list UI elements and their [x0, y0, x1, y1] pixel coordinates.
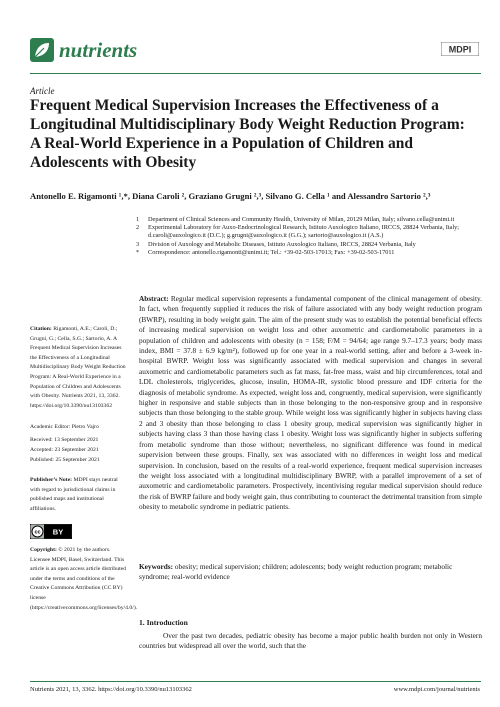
affiliation-item: 1 Department of Clinical Sciences and Community Health, University of Milan, 20129 Milan, Italy; silvano.cella@unimi.it — [136, 216, 455, 223]
keywords-text: obesity; medical supervision; children; adolescents; body weight reduction program; metabolic syndrome; real-world evidence — [139, 562, 453, 582]
affiliations — [136, 216, 481, 257]
header-rule — [30, 73, 481, 74]
journal-name: nutrients — [59, 38, 138, 62]
affiliation-item: 3 Division of Auxology and Metabolic Diseases, Istituto Auxologico Italiano, IRCCS, 28824 Verbania, Italy — [136, 240, 416, 248]
accepted-date: Accepted: 23 September 2021 — [30, 447, 99, 453]
publisher-note: Publisher’s Note: MDPI stays neutral with regard to jurisdictional claims in published maps and institutional affiliations. — [30, 477, 118, 512]
footer-citation: Nutrients 2021, 13, 3362. https://doi.org/10.3390/nu13103362 — [30, 686, 192, 693]
copyright: Copyright: © 2021 by the authors. Licensee MDPI, Basel, Switzerland. This article is an open access article distributed under the terms and conditions of the Creative Commons Attribution (CC BY) license (https://creativecommons.org/licenses/by/4.0/). — [30, 547, 138, 611]
received-date: Received: 13 September 2021 — [30, 437, 99, 443]
publisher-name: MDPI — [448, 44, 472, 55]
academic-editor: Academic Editor: Pietro Vajro — [30, 424, 99, 430]
correspondence: * Correspondence: antonello.rigamonti@unimi.it; Tel.: +39-02-503-17013; Fax: +39-02-503-17011 — [136, 248, 395, 256]
footer-journal-link[interactable]: www.mdpi.com/journal/nutrients — [393, 686, 480, 693]
citation-text: Rigamonti, A.E.; Caroli, D.; Grugni, G.; Cella, S.G.; Sartorio, A. A Frequent Medical Supervision Increases the Effectiveness of a Longitudinal Multidisciplinary Body Weight Reduction Program: A Real-World Experience in a Population of Children and Adolescents with Obesity. Nutrients 2021, 13, 3362. https://doi.org/10.3390/nu13103362 — [30, 326, 126, 409]
footer-rule — [30, 681, 481, 682]
journal-logo-icon — [30, 38, 54, 62]
abstract — [139, 294, 482, 513]
paper-title: Frequent Medical Supervision Increases the Effectiveness of a Longitudinal Multidisciplinary Body Weight Reduction Program: A Real-World Experience in a Population of Children and Adolescents with Obesity — [30, 97, 465, 171]
abstract-label: Abstract: — [139, 294, 169, 303]
author-list: Antonello E. Rigamonti ¹,*, Diana Caroli ², Graziano Grugni ²,³, Silvano G. Cella ¹ and Alessandro Sartorio ²,³ — [30, 191, 431, 201]
article-type: Article — [30, 86, 55, 96]
keywords — [139, 562, 482, 583]
cc-by-license-icon[interactable] — [30, 524, 72, 539]
citation-block: Citation: Rigamonti, A.E.; Caroli, D.; Grugni, G.; Cella, S.G.; Sartorio, A. A Frequent Medical Supervision Increases the Effectiveness of a Longitudinal Multidisciplinary Body Weight Reduction Program: A Real-World Experience in a Population of Children and Adolescents with Obesity. Nutrients 2021, 13, 3362. https://doi.org/10.3390/nu13103362 — [30, 326, 126, 409]
keywords-label: Keywords: — [139, 562, 174, 571]
mdpi-logo-icon — [441, 42, 479, 56]
intro-paragraph: Over the past two decades, pediatric obesity has become a major public health burden not only in Western countries but widespread all over the world, such that the — [139, 631, 482, 651]
section-heading: 1. Introduction — [139, 618, 188, 627]
svg-text:cc: cc — [34, 529, 41, 536]
published-date: Published: 25 September 2021 — [30, 457, 100, 463]
affiliation-item: 2 Experimental Laboratory for Auxo-Endocrinological Research, Istituto Auxologico Italiano, IRCCS, 28824 Verbania, Italy; d.caroli@auxologico.it (D.C.); g.grugni@auxologico.it (G.G.); sartorio@auxologico.it (A.S.) — [136, 224, 459, 240]
svg-text:BY: BY — [52, 527, 64, 537]
abstract-text: Regular medical supervision represents a fundamental component of the clinical management of obesity. In fact, when frequently supplied it reduces the risk of failure associated with any body weight reduction program (BWRP), resulting in body weight gain. The aim of the present study was to establish the potential beneficial effects of increasing medical supervision on weight loss and other auxometric and cardiometabolic parameters in a population of children and adolescents with obesity (n = 158; F/M = 94/64; age range 9.7–17.3 years; body mass index, BMI = 37.8 ± 6.9 kg/m²), followed up for one year in a real-world setting, after and before a 3-week in-hospital BWRP. Weight loss was significantly associated with medical supervision and changes in several auxometric and cardiometabolic parameters such as fat mass, fat-free mass, waist and hip circumferences, total and LDL cholesterols, triglycerides, glucose, insulin, HOMA-IR, systolic blood pressure and IDF criteria for the diagnosis of metabolic syndrome. As expected, weight loss and, congruently, medical supervision, were significantly higher in responsive and stable subjects than in those belonging to the non-responsive group and in responsive subjects than those belonging to the stable group. While weight loss was significantly higher in subjects having class 2 and 3 obesity than those belonging to class 1 obesity group, medical supervision was significantly higher in subjects having class 3 than those having class 1 obesity. Weight loss was significantly higher in subjects suffering from metabolic syndrome than those without; nevertheless, no significant difference was found in medical supervision between these groups. Finally, sex was associated with no differences in weight loss and medical supervision. In conclusion, based on the results of a real-world experience, frequent medical supervision increases the weight loss associated with a longitudinal multidisciplinary BWRP, with a parallel improvement of a set of auxometric and cardiometabolic parameters. Prospectively, incentivising regular medical supervision should reduce the risk of BWRP failure and body weight gain, thus contributing to counteract the detrimental transition from simple obesity to metabolic syndrome in pediatric patients. — [139, 294, 483, 512]
